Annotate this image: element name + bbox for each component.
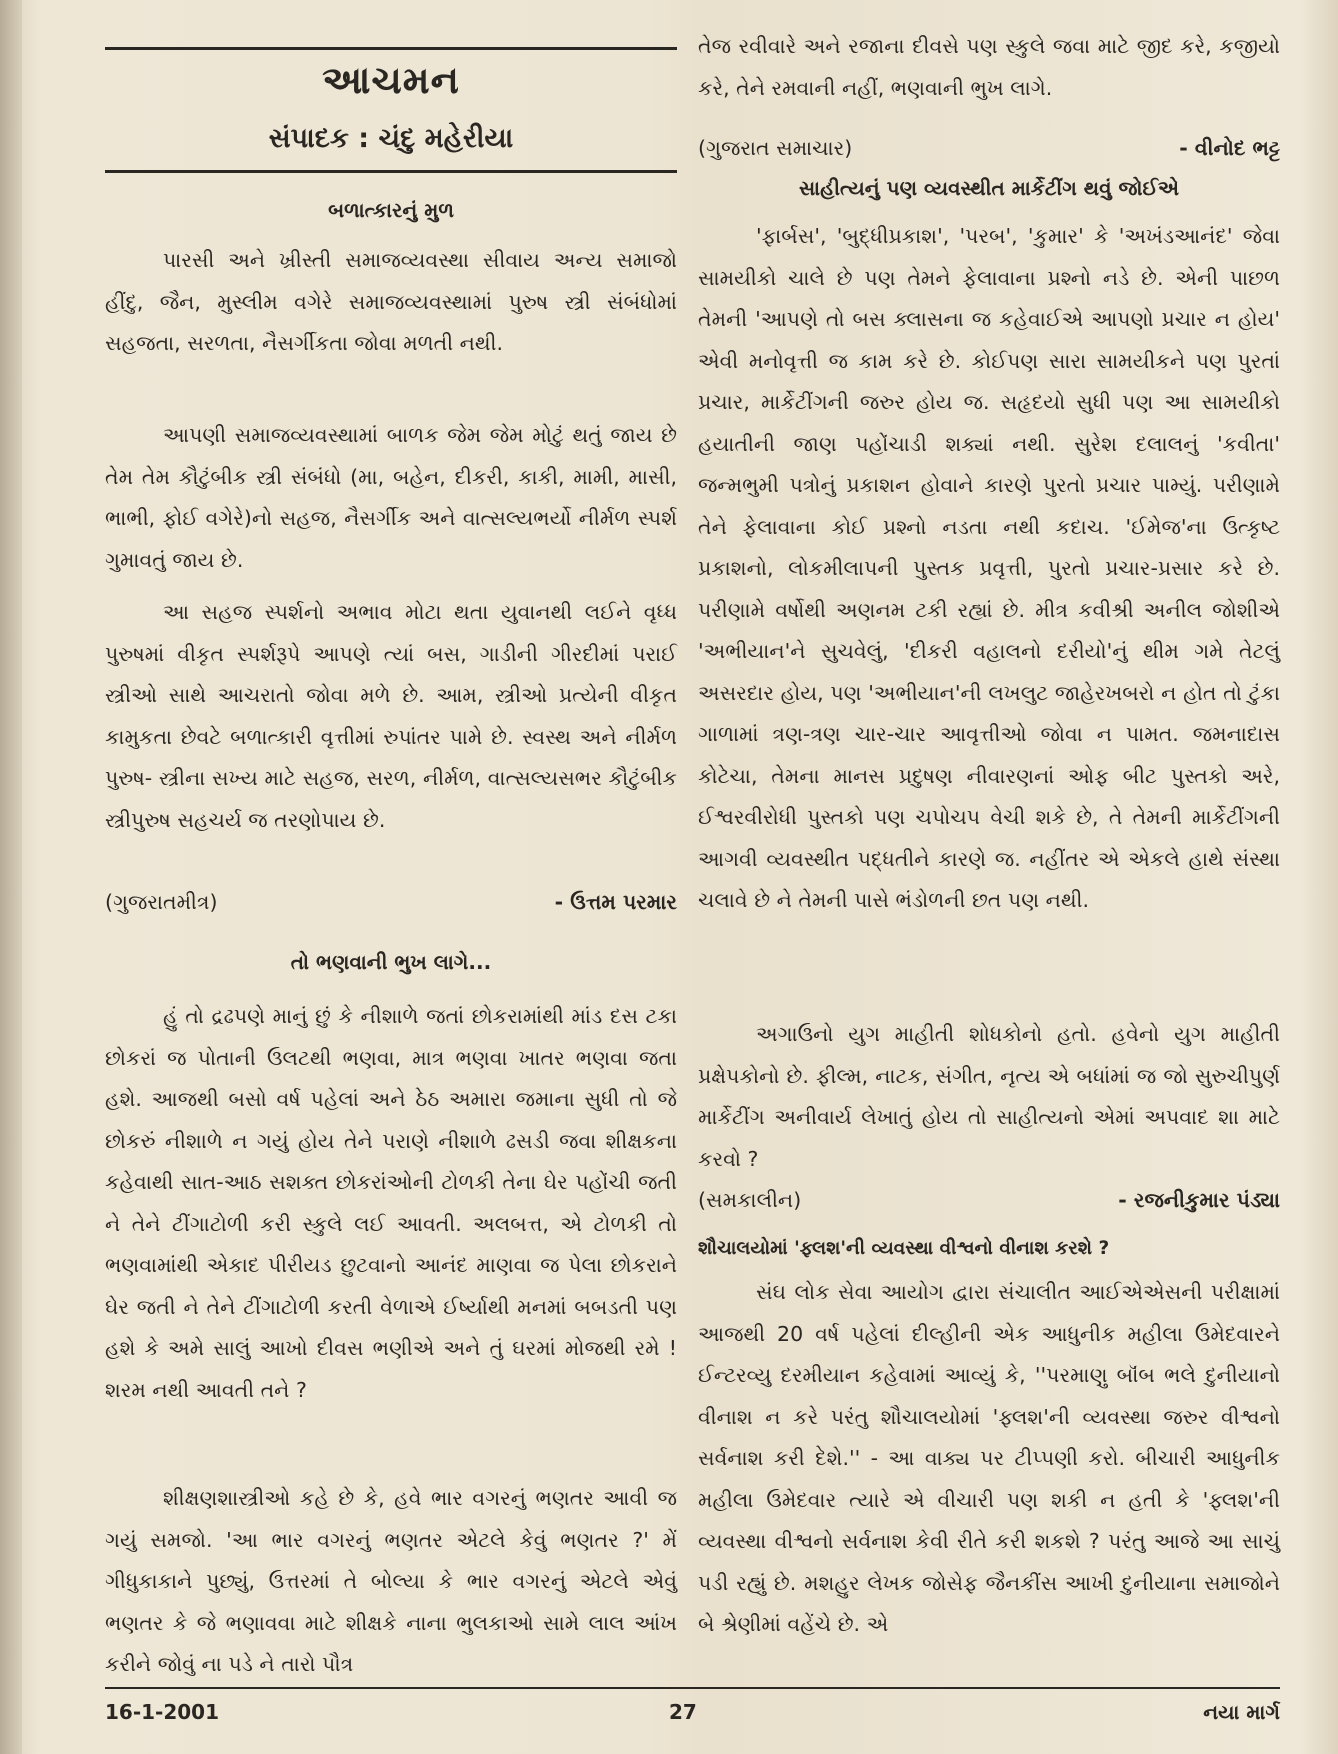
article-paragraph: આપણી સમાજવ્યવસ્થામાં બાળક જેમ જેમ મોટું થતું જાય છે તેમ તેમ કૌટુંબીક સ્ત્રી સંબંધો (મા, બહેન, દીકરી, કાકી, મામી, માસી, ભાભી, ફોઈ વગેરે)નો સહજ, નૈસર્ગીક અને વાત્સલ્યભર્યો નીર્મળ સ્પર્શ ગુમાવતું જાય છે. (105, 423, 677, 572)
article-paragraph: પારસી અને ખ્રીસ્તી સમાજવ્યવસ્થા સીવાય અન્ય સમાજો હીંદુ, જૈન, મુસ્લીમ વગેરે સમાજવ્યવસ્થામાં પુરુષ સ્ત્રી સંબંધોમાં સહજતા, સરળતા, નૈસર્ગીકતા જોવા મળતી નથી. (105, 248, 677, 355)
article-paragraph: હું તો દ્રઢપણે માનું છું કે નીશાળે જતાં છોકરામાંથી માંડ દસ ટકા છોકરાં જ પોતાની ઉલટથી ભણવા, માત્ર ભણવા ખાતર ભણવા જતા હશે. આજથી બસો વર્ષ પહેલાં અને ઠેઠ અમારા જમાના સુધી તો જે છોકરું નીશાળે ન ગયું હોય તેને પરાણે નીશાળે ઢસડી જવા શીક્ષકના કહેવાથી સાત-આઠ સશક્ત છોકરાંઓની ટોળકી તેના ઘેર પહોંચી જતી ને તેને ટીંગાટોળી કરી સ્કુલે લઈ આવતી. અલબત્ત, એ ટોળકી તો ભણવામાંથી એકાદ પીરીયડ છુટવાનો આનંદ માણવા જ પેલા છોકરાને ઘેર જતી ને તેને ટીંગાટોળી કરતી વેળાએ ઈર્ષ્યાથી મનમાં બબડતી પણ હશે કે અમે સાલું આખો દીવસ ભણીએ અને તું ઘરમાં મોજથી રમે ! શરમ નથી આવતી તને ? (105, 1004, 677, 1402)
article-source: (સમકાલીન) (698, 1188, 802, 1212)
article-author: - વીનોદ ભટ્ટ (1179, 136, 1280, 160)
article-source: (ગુજરાત સમાચાર) (698, 136, 853, 160)
article-source: (ગુજરાતમીત્ર) (105, 890, 218, 914)
article-paragraph: અગાઉનો યુગ માહીતી શોધકોનો હતો. હવેનો યુગ માહીતી પ્રક્ષેપકોનો છે. ફીલ્મ, નાટક, સંગીત, નૃત્ય એ બધાંમાં જ જો સુરુચીપુર્ણ માર્કેટીંગ અનીવાર્ય લેખાતું હોય તો સાહીત્યનો એમાં અપવાદ શા માટે કરવો ? (698, 1022, 1280, 1171)
page-spine (0, 0, 22, 1754)
article-heading: બળાત્કારનું મુળ (328, 198, 454, 222)
masthead-top-rule (105, 47, 677, 50)
article-paragraph: સંઘ લોક સેવા આયોગ દ્વારા સંચાલીત આઈએએસની પરીક્ષામાં આજથી 20 વર્ષ પહેલાં દીલ્હીની એક આધુનીક મહીલા ઉમેદવારને ઈન્ટરવ્યુ દરમીયાન કહેવામાં આવ્યું કે, ''પરમાણુ બૉંબ ભલે દુનીયાનો વીનાશ ન કરે પરંતુ શૌચાલયોમાં 'ફ્લશ'ની વ્યવસ્થા જરુર વીશ્વનો સર્વનાશ કરી દેશે.'' - આ વાક્ય પર ટીપ્પણી કરો. બીચારી આધુનીક મહીલા ઉમેદવાર ત્યારે એ વીચારી પણ શકી ન હતી કે 'ફ્લશ'ની વ્યવસ્થા વીશ્વનો સર્વનાશ કેવી રીતે કરી શકશે ? પરંતુ આજે આ સાચું પડી રહ્યું છે. મશહુર લેખક જોસેફ જૈનકીંસ આખી દુનીયાના સમાજોને બે શ્રેણીમાં વહેંચે છે. એ (698, 1280, 1280, 1636)
page-number: 27 (669, 1700, 697, 1724)
footer-rule (105, 1687, 1280, 1689)
article-paragraph: 'ફાર્બસ', 'બુદ્ધીપ્રકાશ', 'પરબ', 'કુમાર' કે 'અખંડઆનંદ' જેવા સામયીકો ચાલે છે પણ તેમને ફેલાવાના પ્રશ્નો નડે છે. એની પાછળ તેમની 'આપણે તો બસ ક્લાસના જ કહેવાઈએ આપણો પ્રચાર ન હોય' એવી મનોવૃત્તી જ કામ કરે છે. કોઈપણ સારા સામયીકને પણ પુરતાં પ્રચાર, માર્કેટીંગની જરુર હોય જ. સહૃદયો સુધી પણ આ સામયીકો હયાતીની જાણ પહોંચાડી શક્યાં નથી. સુરેશ દલાલનું 'કવીતા' જન્મભુમી પત્રોનું પ્રકાશન હોવાને કારણે પુરતો પ્રચાર પામ્યું. પરીણામે તેને ફેલાવાના કોઈ પ્રશ્નો નડતા નથી કદાચ. 'ઈમેજ'ના ઉત્કૃષ્ટ પ્રકાશનો, લોકમીલાપની પુસ્તક પ્રવૃત્તી, પુરતો પ્રચાર-પ્રસાર કરે છે. પરીણામે વર્ષોથી અણનમ ટકી રહ્યાં છે. મીત્ર કવીશ્રી અનીલ જોશીએ 'અભીયાન'ને સુચવેલું, 'દીકરી વહાલનો દરીયો'નું થીમ ગમે તેટલું અસરદાર હોય, પણ 'અભીયાન'ની લખલુટ જાહેરખબરો ન હોત તો ટુંકા ગાળામાં ત્રણ-ત્રણ ચાર-ચાર આવૃત્તીઓ જોવા ન પામત. જમનાદાસ કોટેચા, તેમના માનસ પ્રદુષણ નીવારણનાં ઓફ બીટ પુસ્તકો અરે, ઈશ્વરવીરોધી પુસ્તકો પણ ચપોચપ વેચી શકે છે, તે તેમની માર્કેટીંગની આગવી વ્યવસ્થીત પદ્ધતીને કારણે જ. નહીંતર એ એકલે હાથે સંસ્થા ચલાવે છે ને તેમની પાસે ભંડોળની છત પણ નથી. (698, 224, 1280, 912)
article-byline (698, 1180, 1280, 1220)
article-paragraph: તેજ રવીવારે અને રજાના દીવસે પણ સ્કુલે જવા માટે જીદ કરે, કજીયો કરે, તેને રમવાની નહીં, ભણવાની ભુખ લાગે. (698, 34, 1280, 100)
article-author: - રજનીકુમાર પંડ્યા (1118, 1188, 1280, 1212)
article-byline (698, 128, 1280, 168)
article-author: - ઉત્તમ પરમાર (554, 890, 677, 914)
article-heading: સાહીત્યનું પણ વ્યવસ્થીત માર્કેટીંગ થવું જોઈએ (798, 176, 1179, 200)
article-paragraph: આ સહજ સ્પર્શનો અભાવ મોટા થતા યુવાનથી લઈને વૃધ્ધ પુરુષમાં વીકૃત સ્પર્શરૂપે આપણે ત્યાં બસ, ગાડીની ગીરદીમાં પરાઈ સ્ત્રીઓ સાથે આચરાતો જોવા મળે છે. આમ, સ્ત્રીઓ પ્રત્યેની વીકૃત કામુકતા છેવટે બળાત્કારી વૃત્તીમાં રુપાંતર પામે છે. સ્વસ્થ અને નીર્મળ પુરુષ- સ્ત્રીના સખ્ય માટે સહજ, સરળ, નીર્મળ, વાત્સલ્યસભર કૌટુંબીક સ્ત્રીપુરુષ સહચર્ય જ તરણોપાય છે. (105, 600, 677, 832)
article-byline (105, 882, 677, 922)
article-heading: શૌચાલયોમાં 'ફ્લશ'ની વ્યવસ્થા વીશ્વનો વીનાશ કરશે ? (698, 1238, 1110, 1259)
article-heading: તો ભણવાની ભુખ લાગે... (290, 950, 492, 974)
column-title: આચમન (322, 58, 460, 102)
editor-credit: સંપાદક : ચંદુ મહેરીયા (268, 123, 514, 154)
masthead-bottom-rule (105, 170, 677, 173)
issue-date: 16-1-2001 (105, 1700, 220, 1724)
article-paragraph: શીક્ષણશાસ્ત્રીઓ કહે છે કે, હવે ભાર વગરનું ભણતર આવી જ ગયું સમજો. 'આ ભાર વગરનું ભણતર એટલે કેવું ભણતર ?' મેં ગીધુકાકાને પુછ્યું, ઉત્તરમાં તે બોલ્યા કે ભાર વગરનું એટલે એવું ભણતર કે જે ભણાવવા માટે શીક્ષકે નાના ભુલકાઓ સામે લાલ આંખ કરીને જોવું ના પડે ને તારો પૌત્ર (105, 1486, 677, 1676)
publication-name: નયા માર્ગ (1203, 1700, 1280, 1724)
